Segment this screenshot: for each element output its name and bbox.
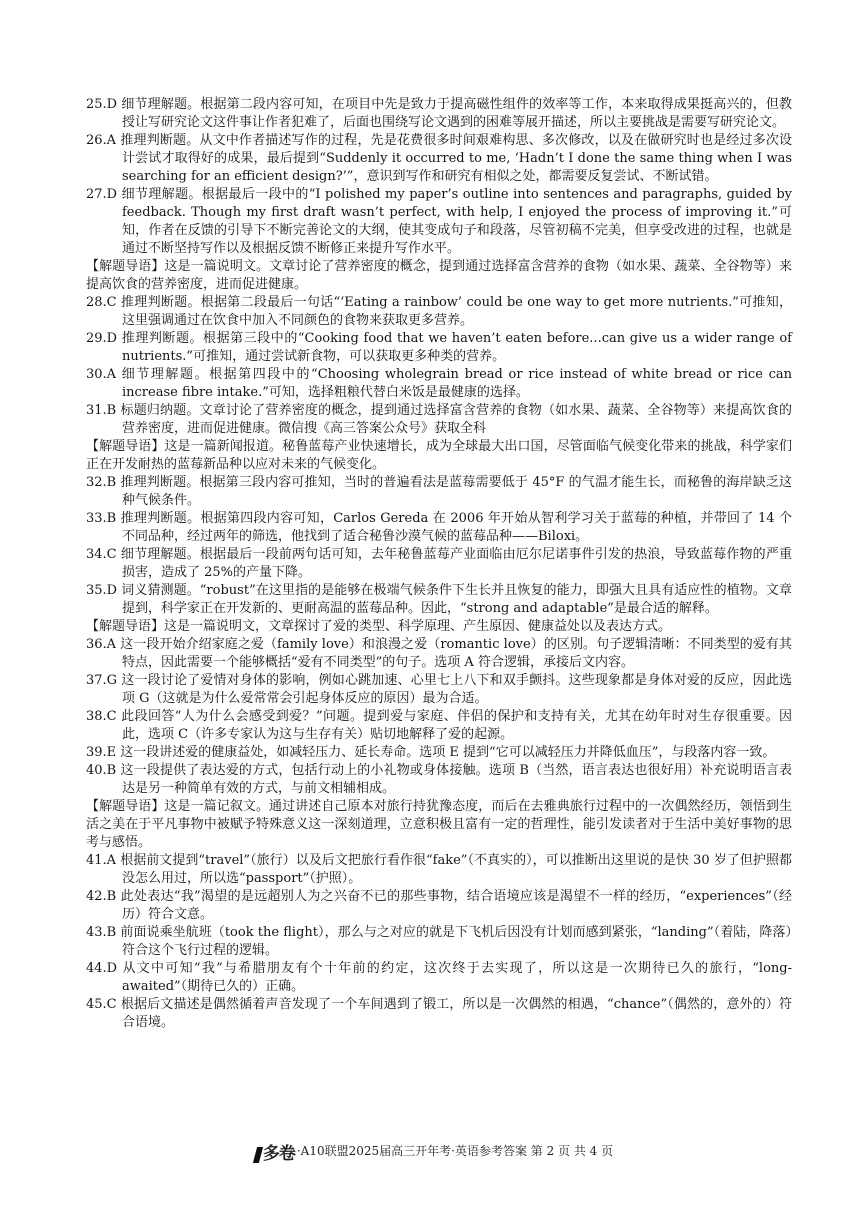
answer-26: 26.A 推理判断题。从文中作者描述写作的过程，先是花费很多时间艰难构思、多次修改，以及在做研究时也是经过多次设计尝试才取得好的成果，最后提到“Suddenly it occurred to me, ‘Hadn’t I done the same thing when I was searching for an efficient design?’”，意识到写作和研究有相似之处，都需要反复尝试、不断试错。 [86,133,792,184]
answer-30: 30.A 细节理解题。根据第四段中的“Choosing wholegrain bread or rice instead of white bread or rice can increase fibre intake.”可知，选择粗粮代替白米饭是最健康的选择。 [86,367,792,400]
answer-40: 40.B 这一段提供了表达爱的方式，包括行动上的小礼物或身体接触。选项 B（当然，语言表达也很好用）补充说明语言表达是另一种简单有效的方式，与前文相辅相成。 [86,763,792,796]
answer-37: 37.G 这一段讨论了爱情对身体的影响，例如心跳加速、心里七上八下和双手颤抖。这些现象都是身体对爱的反应，因此选项 G（这就是为什么爱常常会引起身体反应的原因）最为合适。 [86,673,792,706]
footer-text: ·A10联盟2025届高三开年考·英语参考答案 第 2 页 共 4 页 [296,1144,614,1158]
answer-35: 35.D 词义猜测题。“robust”在这里指的是能够在极端气候条件下生长并且恢复的能力，即强大且具有适应性的植物。文章提到，科学家正在开发新的、更耐高温的蓝莓品种。因此，“strong and adaptable”是最合适的解释。 [86,583,792,616]
logo-text: 多卷 [262,1144,295,1164]
passage-guide-d: 【解题导语】这是一篇新闻报道。秘鲁蓝莓产业快速增长，成为全球最大出口国，尽管面临气候变化带来的挑战，科学家们正在开发耐热的蓝莓新品种以应对未来的气候变化。 [86,439,792,472]
page-footer [0,1139,868,1164]
answer-38: 38.C 此段回答“人为什么会感受到爱？”问题。提到爱与家庭、伴侣的保护和支持有关，尤其在幼年时对生存很重要。因此，选项 C（许多专家认为这与生存有关）贴切地解释了爱的起源。 [86,709,792,742]
answer-42: 42.B 此处表达“我”渴望的是远超别人为之兴奋不已的那些事物，结合语境应该是渴望不一样的经历，“experiences”（经历）符合文意。 [86,889,792,922]
answer-33: 33.B 推理判断题。根据第四段内容可知，Carlos Gereda 在 2006 年开始从智利学习关于蓝莓的种植，并带回了 14 个不同品种，经过两年的筛选，他找到了适合秘鲁沙漠气候的蓝莓品种——Biloxi。 [86,511,792,544]
answer-36: 36.A 这一段开始介绍家庭之爱（family love）和浪漫之爱（romantic love）的区别。句子逻辑清晰：不同类型的爱有其特点，因此需要一个能够概括“爱有不同类型”的句子。选项 A 符合逻辑，承接后文内容。 [86,637,792,670]
answer-44: 44.D 从文中可知“我”与希腊朋友有个十年前的约定，这次终于去实现了，所以这是一次期待已久的旅行，“long-awaited”（期待已久的）正确。 [86,961,792,994]
answer-28: 28.C 推理判断题。根据第二段最后一句话“‘Eating a rainbow’ could be one way to get more nutrients.”可推知，这里强调通过在饮食中加入不同颜色的食物来获取更多营养。 [86,295,792,328]
answer-key-body [86,96,792,1032]
answer-31: 31.B 标题归纳题。文章讨论了营养密度的概念，提到通过选择富含营养的食物（如水果、蔬菜、全谷物等）来提高饮食的营养密度，进而促进健康。微信搜《高三答案公众号》获取全科 [86,403,792,436]
logo-mark-icon [253,1147,263,1163]
passage-guide-cloze: 【解题导语】这是一篇记叙文。通过讲述自己原本对旅行持犹豫态度，而后在去雅典旅行过程中的一次偶然经历，领悟到生活之美在于平凡事物中被赋予特殊意义这一深刻道理，立意积极且富有一定的哲理性，能引发读者对于生活中美好事物的思考与感悟。 [86,799,792,850]
answer-32: 32.B 推理判断题。根据第三段内容可推知，当时的普遍看法是蓝莓需要低于 45°F 的气温才能生长，而秘鲁的海岸缺乏这种气候条件。 [86,475,792,508]
answer-39: 39.E 这一段讲述爱的健康益处，如减轻压力、延长寿命。选项 E 提到“它可以减轻压力并降低血压”，与段落内容一致。 [86,745,776,760]
answer-45: 45.C 根据后文描述是偶然循着声音发现了一个车间遇到了锻工，所以是一次偶然的相遇，“chance”（偶然的，意外的）符合语境。 [86,997,792,1030]
answer-34: 34.C 细节理解题。根据最后一段前两句话可知，去年秘鲁蓝莓产业面临由厄尔尼诺事件引发的热浪，导致蓝莓作物的严重损害，造成了 25%的产量下降。 [86,547,792,580]
answer-29: 29.D 推理判断题。根据第三段中的“Cooking food that we haven’t eaten before...can give us a wider range of nutrients.”可推知，通过尝试新食物，可以获取更多种类的营养。 [86,331,792,364]
answer-43: 43.B 前面说乘坐航班（took the flight），那么与之对应的就是下飞机后因没有计划而感到紧张，“landing”（着陆，降落）符合这个飞行过程的逻辑。 [86,925,792,958]
passage-guide-seven-choice: 【解题导语】这是一篇说明文，文章探讨了爱的类型、科学原理、产生原因、健康益处以及表达方式。 [86,619,672,634]
answer-27: 27.D 细节理解题。根据最后一段中的“I polished my paper’s outline into sentences and paragraphs, guided by feedback. Though my first draft wasn’t perfect, with help, I enjoyed the process of improving it.”可知，作者在反馈的引导下不断完善论文的大纲，使其变成句子和段落，尽管初稿不完美，但享受改进的过程，也就是通过不断坚持写作以及根据反馈不断修正来提升写作水平。 [86,187,792,256]
publisher-logo [255,1139,295,1164]
answer-25: 25.D 细节理解题。根据第二段内容可知，在项目中先是致力于提高磁性组件的效率等工作，本来取得成果挺高兴的，但教授让写研究论文这件事让作者犯难了，后面也围绕写论文遇到的困难等展开描述，所以主要挑战是需要写研究论文。 [86,97,792,130]
passage-guide-c: 【解题导语】这是一篇说明文。文章讨论了营养密度的概念，提到通过选择富含营养的食物（如水果、蔬菜、全谷物等）来提高饮食的营养密度，进而促进健康。 [86,259,792,292]
answer-41: 41.A 根据前文提到“travel”（旅行）以及后文把旅行看作很“fake”（不真实的），可以推断出这里说的是快 30 岁了但护照都没怎么用过，所以选“passport”（护照）。 [86,853,792,886]
